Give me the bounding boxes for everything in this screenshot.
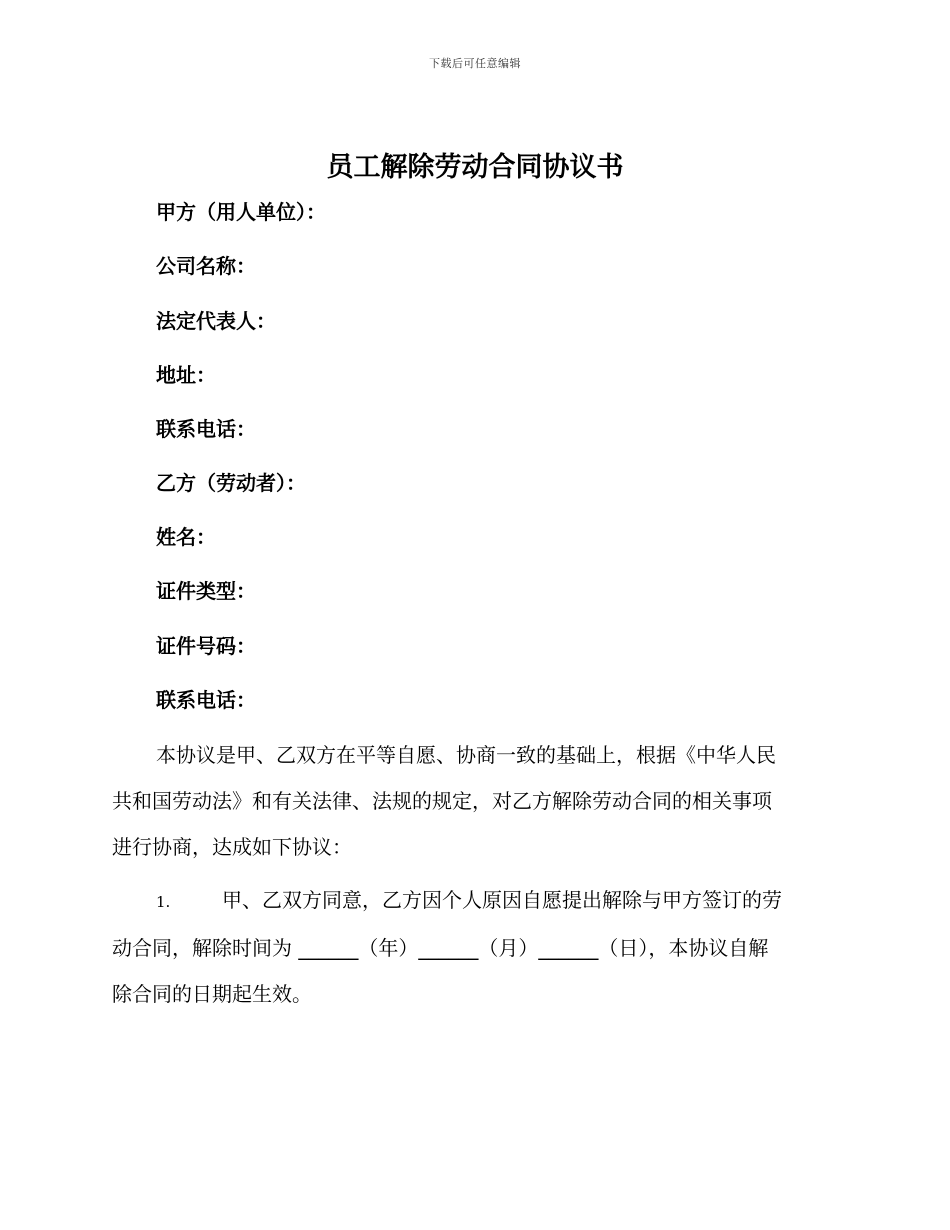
field-company-phone: 联系电话：: [156, 417, 256, 441]
intro-line-2: 共和国劳动法》和有关法律、法规的规定，对乙方解除劳动合同的相关事项: [112, 789, 772, 813]
intro-line-1: 本协议是甲、乙双方在平等自愿、协商一致的基础上，根据《中华人民: [156, 743, 776, 767]
field-id-number: 证件号码：: [156, 634, 256, 658]
field-address: 地址：: [156, 363, 216, 387]
field-party-b: 乙方（劳动者）：: [156, 471, 306, 495]
field-name: 姓名：: [156, 525, 216, 549]
clause-1-line-1: 1. 甲、乙双方同意，乙方因个人原因自愿提出解除与甲方签订的劳: [112, 877, 836, 925]
intro-paragraph: [112, 732, 836, 870]
clause-1-line-2: 动合同，解除时间为 ______（年）______（月）______（日），本协议自解: [112, 936, 769, 960]
field-company-name: 公司名称：: [156, 254, 256, 278]
field-party-a: 甲方（用人单位）：: [156, 200, 326, 224]
field-id-type: 证件类型：: [156, 579, 256, 603]
field-legal-representative: 法定代表人：: [156, 309, 276, 333]
clause-1: [112, 877, 836, 1017]
clause-1-line-3: 除合同的日期起生效。: [112, 982, 312, 1006]
intro-line-3: 进行协商，达成如下协议：: [112, 835, 352, 859]
header-note: 下载后可任意编辑: [429, 57, 521, 70]
document-title: 员工解除劳动合同协议书: [326, 152, 624, 183]
field-employee-phone: 联系电话：: [156, 688, 256, 712]
clause-1-number: 1.: [156, 893, 171, 911]
